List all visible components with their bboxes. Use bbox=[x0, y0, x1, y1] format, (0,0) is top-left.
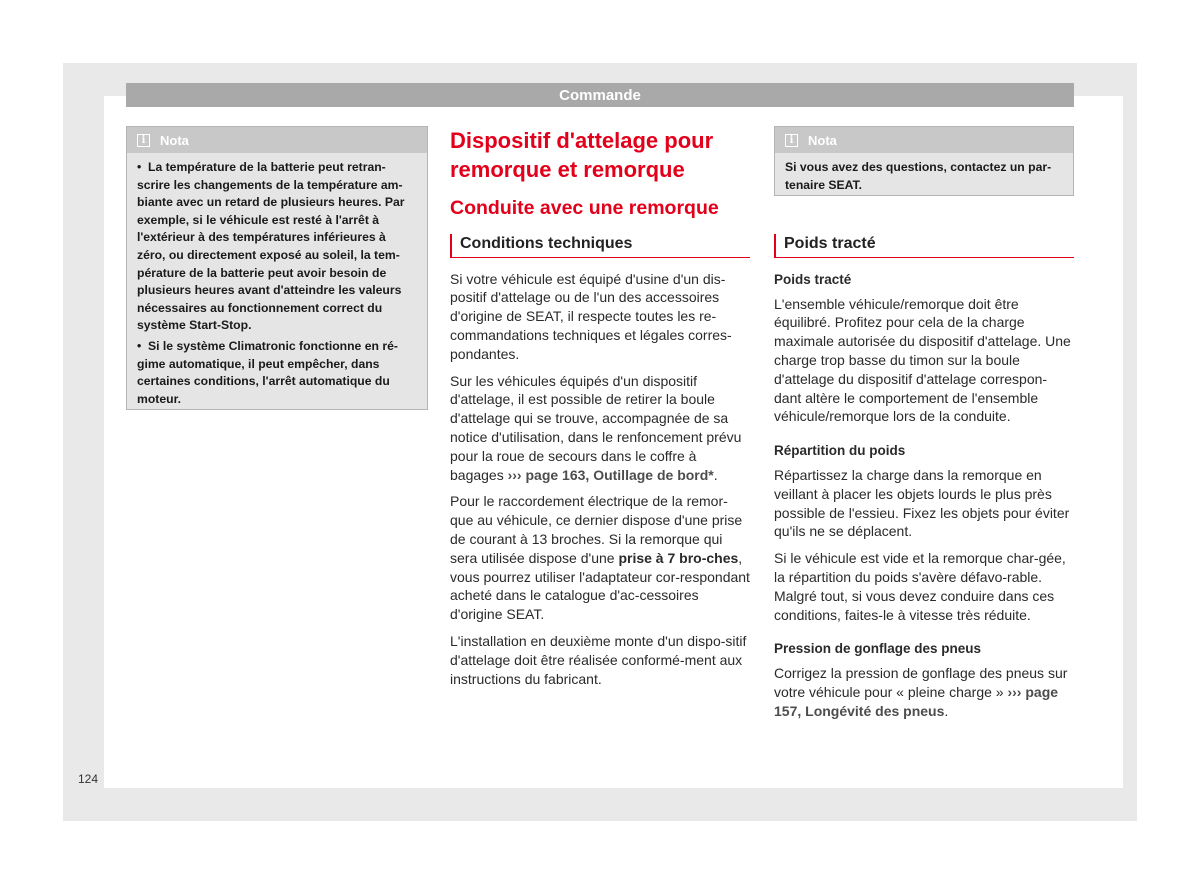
section-subtitle: Conduite avec une remorque bbox=[450, 197, 719, 219]
note-label: Nota bbox=[160, 132, 189, 148]
note-label: Nota bbox=[808, 132, 837, 148]
page-reference-link[interactable]: ››› page 157, Longévité des pneus bbox=[774, 683, 1059, 719]
paragraph: Pour le raccordement électrique de la remor-que au véhicule, ce dernier dispose d'une prise de courant à 13 broches. Si la remorque qui sera utilisée dispose d'une prise à 7 bro-ches, vous pourrez utiliser l'adaptateur cor-respondant acheté dans le catalogue d'ac-cessoires d'origine SEAT. bbox=[450, 493, 750, 623]
paragraph: Sur les véhicules équipés d'un dispositif d'attelage, il est possible de retirer la boule d'attelage qui se trouve, accompagnée de sa notice d'utilisation, dans le renfoncement prévu pour la roue de secours dans le coffre à bagages ››› page 163, Outillage de bord*. bbox=[450, 372, 742, 483]
note-header bbox=[127, 127, 427, 153]
info-icon: i bbox=[137, 134, 150, 147]
page-number: 124 bbox=[78, 772, 99, 786]
note-bullet: • La température de la batterie peut retran-scrire les changements de la température am-biante avec un retard de plusieurs heures. Par exemple, si le véhicule est resté à l'arrêt à l'extérieur à des températures inférieures à zéro, ou directement exposé au soleil, la tem-pérature de la batterie peut avoir besoin de plusieurs heures avant d'atteindre les valeurs nécessaires au fonctionnement correct du système Start-Stop. bbox=[137, 160, 405, 333]
note-bullet: • Si le système Climatronic fonctionne en ré-gime automatique, il peut empêcher, dans certaines conditions, l'arrêt automatique du moteur. bbox=[137, 338, 398, 406]
note-body: Si vous avez des questions, contactez un par-tenaire SEAT. bbox=[785, 160, 1052, 192]
chapter-header: Commande bbox=[126, 83, 1074, 107]
note-header bbox=[775, 127, 1073, 153]
paragraph: L'installation en deuxième monte d'un dispo-sitif d'attelage doit être réalisée conformé-ment aux instructions du fabricant. bbox=[450, 632, 747, 687]
paragraph-heading: Pression de gonflage des pneus bbox=[774, 641, 982, 657]
note-box-left bbox=[126, 126, 428, 410]
paragraph: Répartissez la charge dans la remorque en veillant à placer les objets lourds le plus près possible de l'essieu. Fixez les objets pour éviter qu'ils ne se déplacent. bbox=[774, 466, 1070, 540]
middle-column bbox=[450, 126, 750, 696]
paragraph-heading: Poids tracté bbox=[774, 271, 852, 287]
paragraph: Si le véhicule est vide et la remorque char-gée, la répartition du poids s'avère défavo-rable. Malgré tout, si vous devez conduire dans ces conditions, faites-le à vitesse très réduite. bbox=[774, 550, 1066, 623]
note-box-right bbox=[774, 126, 1074, 196]
paragraph: Si votre véhicule est équipé d'usine d'un dis-positif d'attelage ou de l'un des accessoires d'origine de SEAT, il respecte toutes les re-commandations techniques et légales corres-pondantes. bbox=[450, 270, 732, 362]
paragraph: L'ensemble véhicule/remorque doit être équilibré. Profitez pour cela de la charge maximale autorisée du dispositif d'attelage. Une charge trop basse du timon sur la boule d'attelage du dispositif d'attelage correspon-dant altère le comportement de l'ensemble véhicule/remorque lors de la conduite. bbox=[774, 295, 1071, 425]
page-reference-link[interactable]: ››› page 163, Outillage de bord* bbox=[507, 466, 714, 483]
right-column bbox=[774, 234, 1074, 729]
paragraph: Corrigez la pression de gonflage des pneus sur votre véhicule pour « pleine charge » ››› page 157, Longévité des pneus. bbox=[774, 665, 1068, 719]
subsection-heading: Poids tracté bbox=[774, 234, 1074, 258]
paragraph-heading: Répartition du poids bbox=[774, 443, 906, 459]
info-icon: i bbox=[785, 134, 798, 147]
note-body bbox=[127, 153, 427, 417]
section-title: Dispositif d'attelage pour remorque et remorque bbox=[450, 128, 714, 182]
subsection-heading: Conditions techniques bbox=[450, 234, 750, 258]
